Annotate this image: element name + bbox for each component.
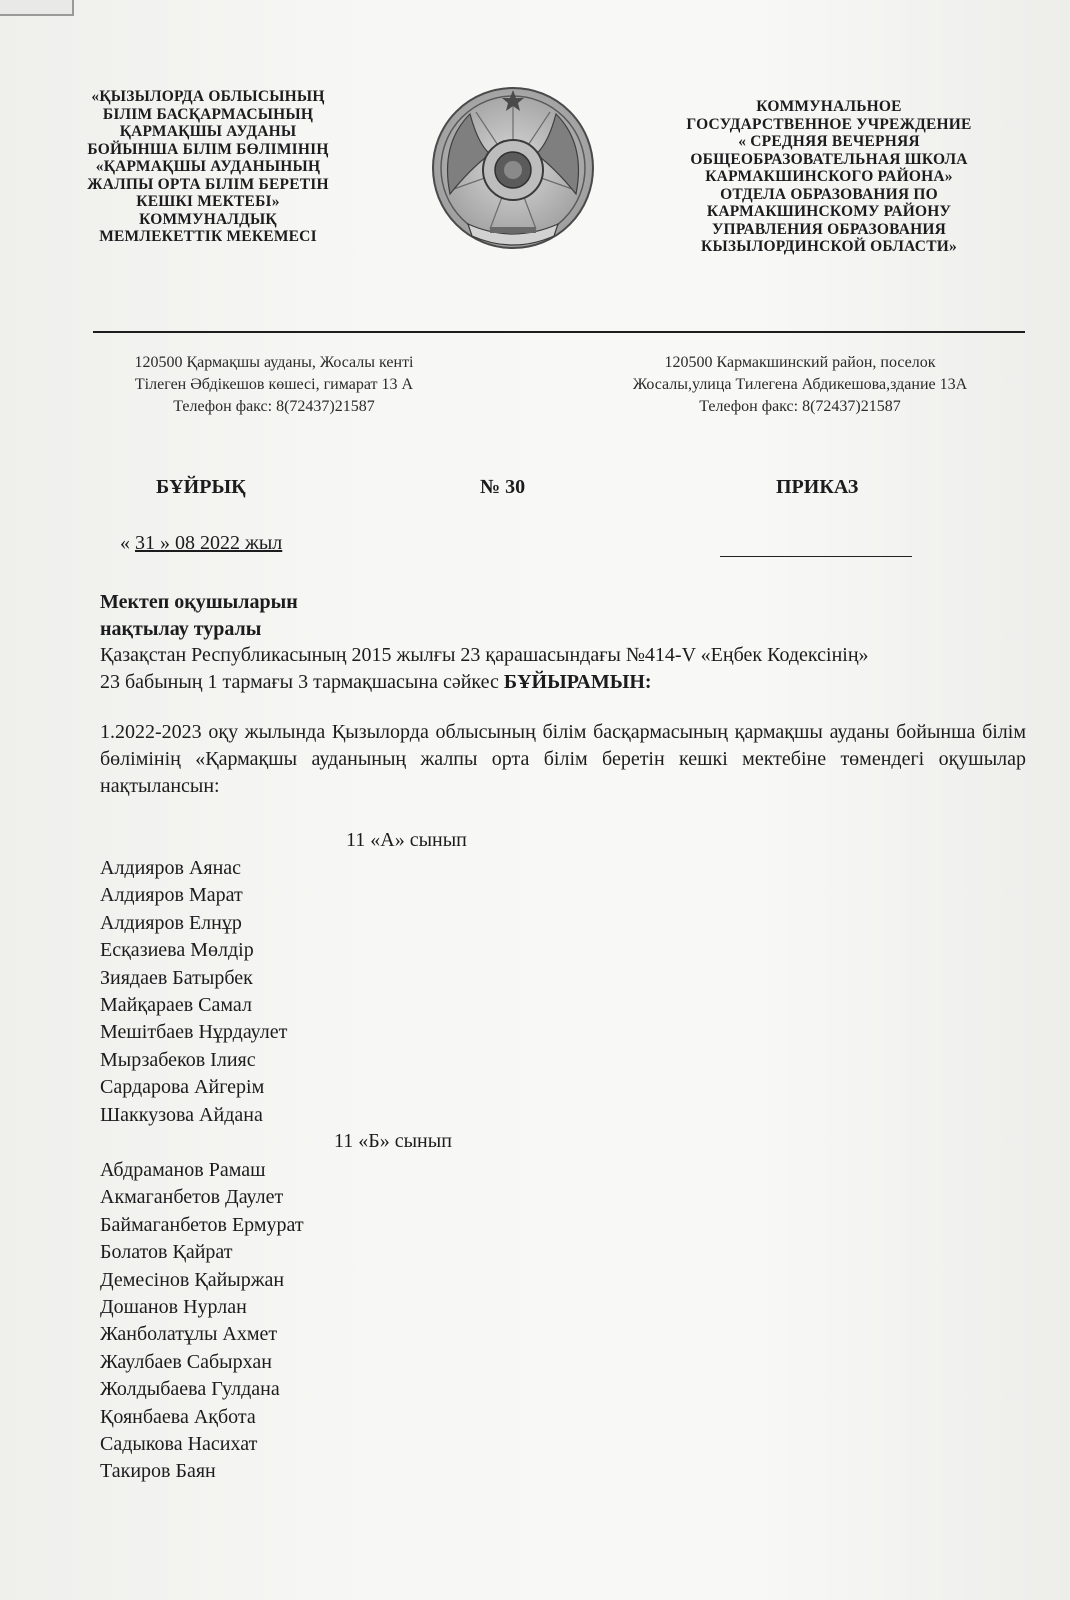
student-name: Абдраманов Рамаш: [100, 1159, 266, 1181]
student-name: Акмаганбетов Даулет: [100, 1186, 284, 1209]
header-kazakh-line: «ҚАРМАҚШЫ АУДАНЫНЫҢ: [95, 158, 321, 175]
header-kazakh-line: ЖАЛПЫ ОРТА БІЛІМ БЕРЕТІН: [87, 175, 329, 193]
address-line: Тілеген Әбдікешов көшесі, гимарат 13 А: [134, 376, 414, 393]
student-list-11b: [100, 1157, 304, 1486]
date-month-year: » 08 2022 жыл: [155, 532, 283, 554]
header-kazakh-line: «ҚЫЗЫЛОРДА ОБЛЫСЫНЫҢ: [91, 88, 325, 105]
student-name: Есқазиева Мөлдір: [100, 939, 254, 962]
student-name: Майқараев Самал: [100, 994, 252, 1017]
header-russian: [664, 98, 994, 256]
header-russian-line: КАРМАКШИНСКОМУ РАЙОНУ: [706, 203, 952, 220]
student-name: Алдияров Елнұр: [100, 911, 242, 934]
header-kazakh-line: БІЛІМ БАСҚАРМАСЫНЫҢ: [102, 105, 314, 123]
subject-line: Мектеп оқушыларын: [100, 591, 298, 613]
address-line: Жосалы,улица Тилегена Абдикешова,здание 13А: [632, 376, 968, 393]
date-open-quote: «: [120, 532, 135, 554]
preamble-line-2: [100, 669, 1030, 696]
address-line: Телефон факс: 8(72437)21587: [173, 398, 375, 415]
kazakhstan-state-emblem-icon: [430, 84, 596, 256]
order-directive: БҰЙЫРАМЫН:: [503, 671, 652, 693]
student-name: Жолдыбаева Гулдана: [100, 1378, 280, 1401]
student-name: Алдияров Аянас: [100, 857, 242, 879]
student-name: Шаккузова Айдана: [100, 1103, 263, 1126]
header-kazakh: [62, 88, 354, 246]
student-name: Мешітбаев Нұрдаулет: [100, 1021, 288, 1044]
header-kazakh-line: ҚАРМАҚШЫ АУДАНЫ: [119, 123, 297, 140]
order-number: № 30: [480, 476, 526, 498]
order-paragraph-1: 1.2022-2023 оқу жылында Қызылорда облысының білім басқармасының қармақшы ауданы бойынша білім бөлімінің «Қармақшы ауданының жалпы орта білім беретін кешкі мектебіне төмендегі оқушылар нақтылансын:: [100, 721, 1026, 797]
subject-line: нақтылау туралы: [100, 618, 262, 640]
student-name: Демесінов Қайыржан: [100, 1268, 285, 1291]
student-name: Сардарова Айгерім: [100, 1076, 265, 1099]
header-kazakh-line: КОММУНАЛДЫҚ: [139, 210, 277, 228]
student-name: Алдияров Марат: [100, 884, 243, 907]
student-name: Дошанов Нурлан: [100, 1296, 247, 1319]
student-name: Мырзабеков Ілияс: [100, 1048, 256, 1071]
header-divider: [93, 331, 1025, 333]
order-subject: [100, 589, 298, 643]
order-preamble: [100, 642, 1030, 696]
student-name: Садыкова Насихат: [100, 1433, 258, 1456]
student-name: Жаулбаев Сабырхан: [100, 1350, 272, 1373]
preamble-text: 23 бабының 1 тармағы 3 тармақшасына сәйкес: [100, 671, 504, 693]
order-title-kazakh: БҰЙРЫҚ: [156, 476, 246, 498]
student-name: Такиров Баян: [100, 1460, 216, 1483]
header-russian-line: КАРМАКШИНСКОГО РАЙОНА»: [705, 168, 953, 185]
student-name: Болатов Қайрат: [100, 1241, 233, 1264]
header-kazakh-line: БОЙЫНША БІЛІМ БӨЛІМІНІҢ: [87, 140, 329, 158]
header-russian-line: КЫЗЫЛОРДИНСКОЙ ОБЛАСТИ»: [701, 238, 957, 255]
header-kazakh-line: МЕМЛЕКЕТТІК МЕКЕМЕСІ: [99, 228, 317, 245]
address-line: Телефон факс: 8(72437)21587: [699, 398, 901, 415]
header-russian-line: ОТДЕЛА ОБРАЗОВАНИЯ ПО: [720, 185, 938, 203]
student-name: Баймаганбетов Ермурат: [100, 1213, 304, 1236]
header-russian-line: КОММУНАЛЬНОЕ: [756, 98, 902, 115]
student-name: Қоянбаева Ақбота: [100, 1405, 256, 1428]
header-russian-line: « СРЕДНЯЯ ВЕЧЕРНЯЯ: [738, 133, 920, 150]
student-name: Зиядаев Батырбек: [100, 966, 253, 989]
class-heading-11b: 11 «Б» сынып: [334, 1130, 452, 1152]
date-day: 31: [135, 532, 155, 554]
address-russian: [590, 352, 1010, 418]
order-date: [120, 532, 282, 555]
order-title-russian: ПРИКАЗ: [776, 476, 859, 498]
address-line: 120500 Кармакшинский район, поселок: [664, 354, 936, 371]
student-list-11a: [100, 855, 287, 1129]
header-russian-line: ОБЩЕОБРАЗОВАТЕЛЬНАЯ ШКОЛА: [690, 150, 968, 168]
preamble-line-1: Қазақстан Республикасының 2015 жылғы 23 қарашасындағы №414-V «Еңбек Кодексінің»: [100, 644, 869, 666]
header-russian-line: УПРАВЛЕНИЯ ОБРАЗОВАНИЯ: [711, 220, 947, 238]
scan-corner-mark: [0, 0, 74, 16]
address-kazakh: [88, 352, 460, 418]
address-line: 120500 Қармақшы ауданы, Жосалы кенті: [134, 354, 414, 371]
student-name: Жанболатұлы Ахмет: [100, 1323, 278, 1346]
header-kazakh-line: КЕШКІ МЕКТЕБІ»: [136, 193, 280, 210]
header-russian-line: ГОСУДАРСТВЕННОЕ УЧРЕЖДЕНИЕ: [686, 115, 972, 133]
class-heading-11a: 11 «А» сынып: [346, 829, 467, 851]
blank-signature-line: [720, 556, 912, 557]
